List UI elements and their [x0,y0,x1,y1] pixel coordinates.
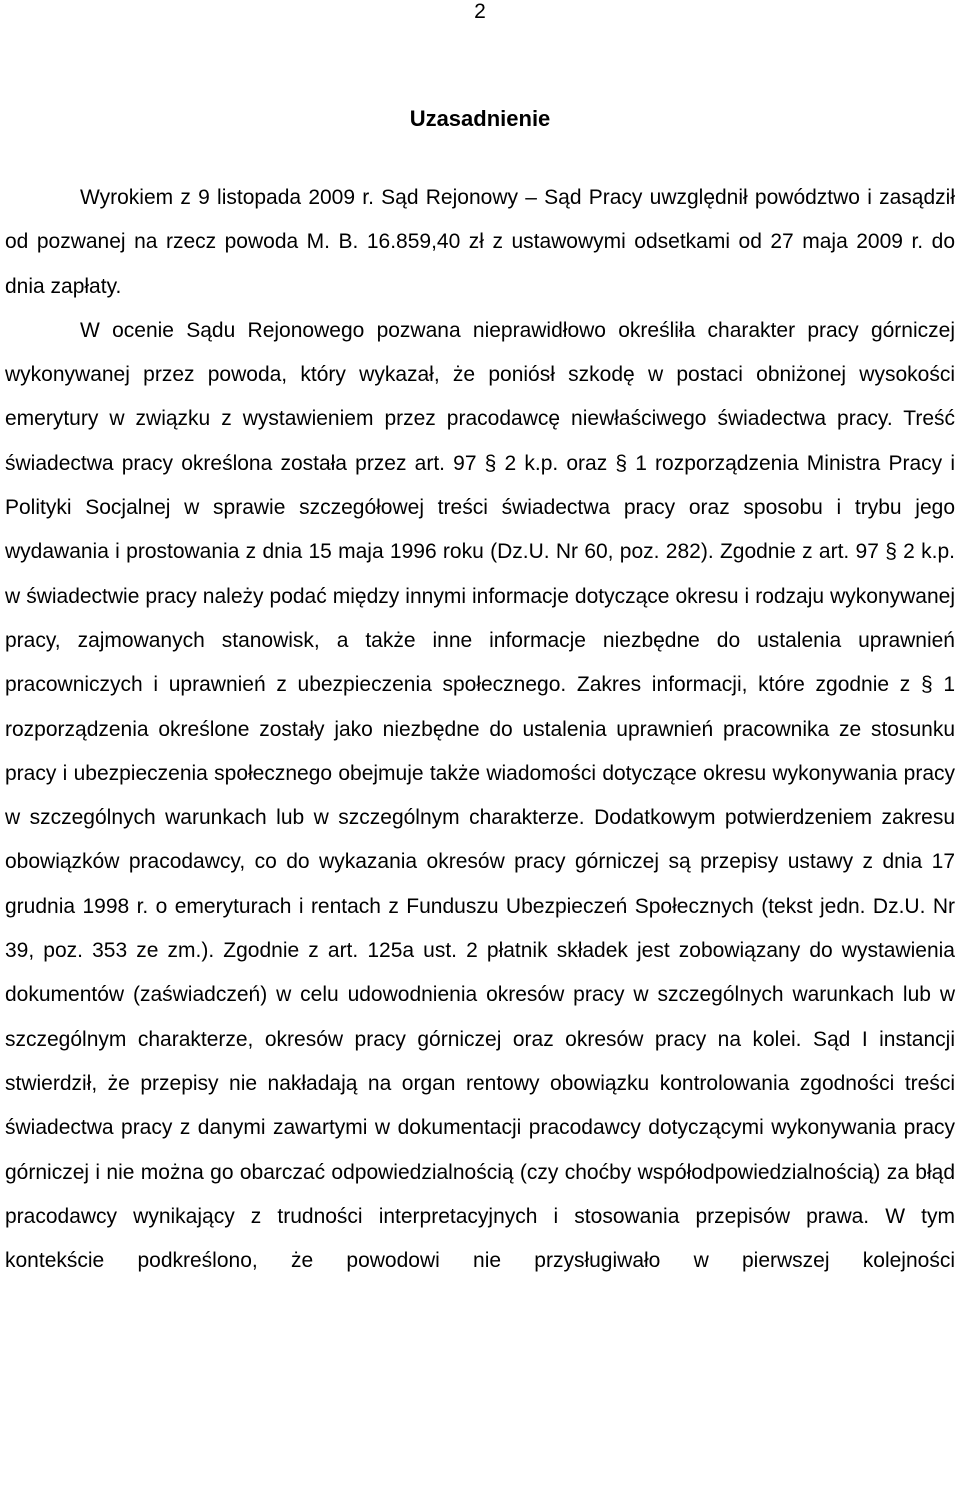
paragraph-judgment: Wyrokiem z 9 listopada 2009 r. Sąd Rejonowy – Sąd Pracy uwzględnił powództwo i zasądził od pozwanej na rzecz powoda M. B. 16.859,40 zł z ustawowymi odsetkami od 27 maja 2009 r. do dnia zapłaty. [5,186,955,298]
page-number: 2 [474,0,486,23]
paragraph-reasoning: W ocenie Sądu Rejonowego pozwana nieprawidłowo określiła charakter pracy górniczej wykonywanej przez powoda, który wykazał, że poniósł szkodę w postaci obniżonej wysokości emerytury w związku z wystawieniem przez pracodawcę niewłaściwego świadectwa pracy. Treść świadectwa pracy określona została przez art. 97 § 2 k.p. oraz § 1 rozporządzenia Ministra Pracy i Polityki Socjalnej w sprawie szczegółowej treści świadectwa pracy oraz sposobu i trybu jego wydawania i prostowania z dnia 15 maja 1996 roku (Dz.U. Nr 60, poz. 282). Zgodnie z art. 97 § 2 k.p. w świadectwie pracy należy podać między innymi informacje dotyczące okresu i rodzaju wykonywanej pracy, zajmowanych stanowisk, a także inne informacje niezbędne do ustalenia uprawnień pracowniczych i uprawnień z ubezpieczenia społecznego. Zakres informacji, które zgodnie z § 1 rozporządzenia określone zostały jako niezbędne do ustalenia uprawnień pracownika ze stosunku pracy i ubezpieczenia społecznego obejmuje także wiadomości dotyczące okresu wykonywania pracy w szczególnych warunkach lub w szczególnym charakterze. Dodatkowym potwierdzeniem zakresu obowiązków pracodawcy, co do wykazania okresów pracy górniczej są przepisy ustawy z dnia 17 grudnia 1998 r. o emeryturach i rentach z Funduszu Ubezpieczeń Społecznych (tekst jedn. Dz.U. Nr 39, poz. 353 ze zm.). Zgodnie z art. 125a ust. 2 płatnik składek jest zobowiązany do wystawienia dokumentów (zaświadczeń) w celu udowodnienia okresów pracy w szczególnych warunkach lub w szczególnym charakterze, okresów pracy górniczej oraz okresów pracy na kolei. Sąd I instancji stwierdził, że przepisy nie nakładają na organ rentowy obowiązku kontrolowania zgodności treści świadectwa pracy z danymi zawartymi w dokumentacji pracodawcy dotyczącymi wykonywania pracy górniczej i nie można go obarczać odpowiedzialnością (czy choćby współodpowiedzialnością) za błąd pracodawcy wynikający z trudności interpretacyjnych i stosowania przepisów prawa. W tym kontekście podkreślono, że powodowi nie przysługiwało w pierwszej kolejności [5,318,955,1273]
section-heading: Uzasadnienie [409,106,551,131]
